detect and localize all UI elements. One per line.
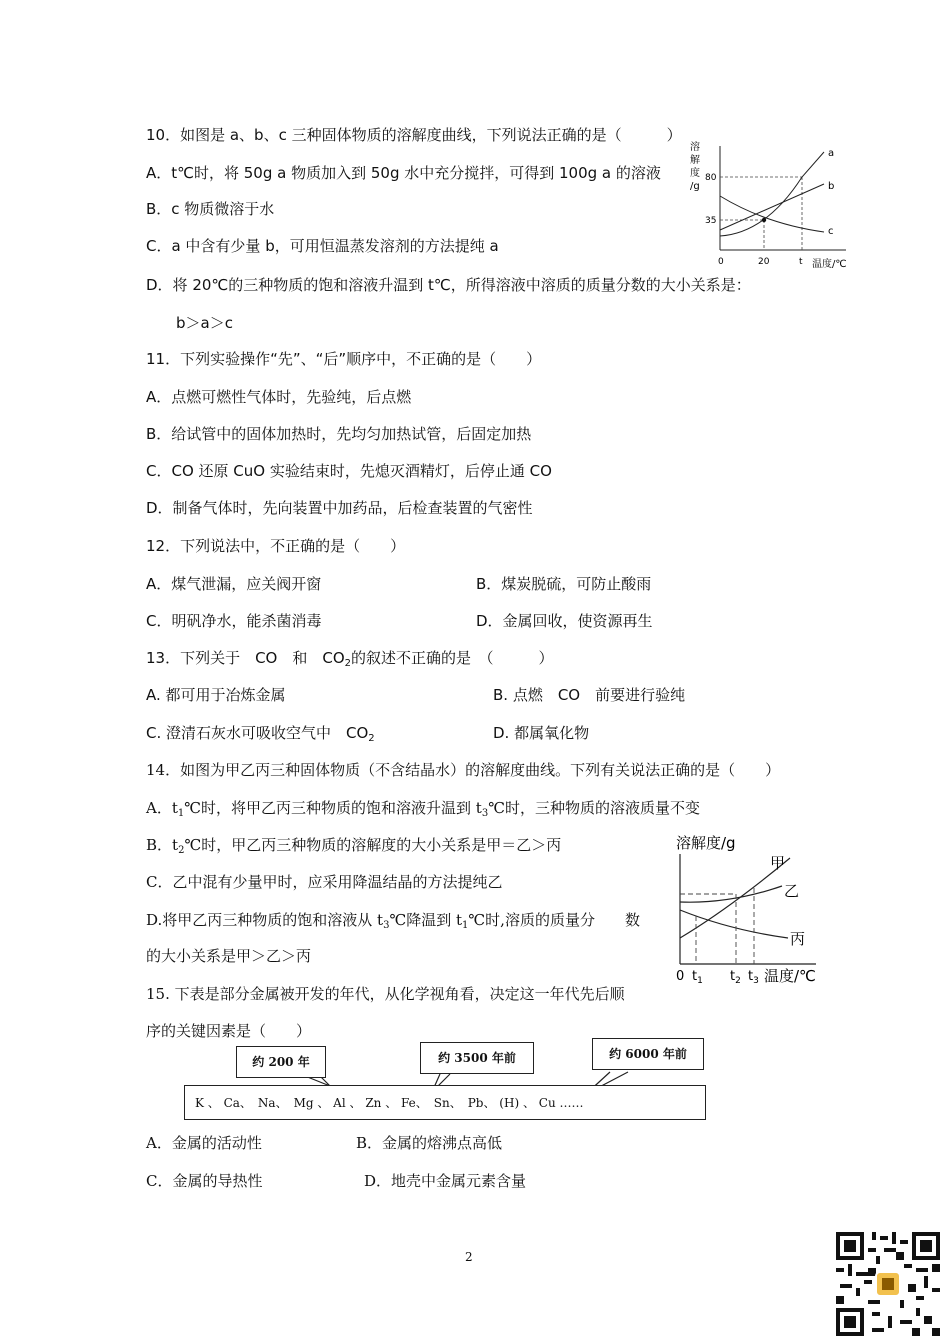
q10-stem: 10．如图是 a、b、c 三种固体物质的溶解度曲线，下列说法正确的是（ ）	[146, 126, 682, 144]
q15-metals-list: K 、 Ca、 Na、 Mg 、 Al 、 Zn 、 Fe、 Sn、 Pb、 (H) 、 Cu ……	[195, 1096, 584, 1110]
svg-text:20: 20	[758, 257, 770, 267]
q14-option-a: A．$t_1℃$时，将甲乙丙三种物质的饱和溶液升温到 $t_3℃$时，三种物质的溶液质量不变	[146, 799, 700, 819]
q14-option-d-cont: 的大小关系是甲＞乙＞丙	[146, 947, 312, 965]
q15-metals-box	[184, 1085, 706, 1120]
svg-text:80: 80	[705, 173, 717, 183]
q10-option-d-cont: b＞a＞c	[176, 314, 233, 332]
svg-text:温度/℃: 温度/℃	[764, 967, 816, 985]
q10-curve-c	[720, 196, 824, 232]
q12-option-a: A．煤气泄漏，应关阀开窗	[146, 575, 322, 593]
svg-text:c: c	[828, 226, 834, 237]
q13-option-b: B. 点燃 CO 前要进行验纯	[493, 686, 686, 704]
svg-text:a: a	[828, 148, 835, 159]
svg-text:t3: $t_3$	[748, 969, 759, 986]
q15-option-d: D．地壳中金属元素含量	[364, 1172, 527, 1190]
q11-option-d: D．制备气体时，先向装置中加药品，后检查装置的气密性	[146, 499, 533, 517]
q15-stem-cont: 序的关键因素是（ ）	[146, 1022, 312, 1040]
q11-option-b: B．给试管中的固体加热时，先均匀加热试管，后固定加热	[146, 425, 532, 443]
q11-option-c: C．CO 还原 CuO 实验结束时，先熄灭酒精灯，后停止通 CO	[146, 462, 552, 480]
svg-text:t2: $t_2$	[730, 969, 741, 986]
q15-callout-200: 约 200 年	[236, 1046, 326, 1078]
q14-stem: 14．如图为甲乙丙三种固体物质（不含结晶水）的溶解度曲线。下列有关说法正确的是（ ）	[146, 761, 781, 779]
q12-option-c: C．明矾净水，能杀菌消毒	[146, 612, 322, 630]
svg-text:0: 0	[676, 969, 685, 984]
q11-stem: 11．下列实验操作“先”、“后”顺序中，不正确的是（ ）	[146, 350, 542, 368]
q10-curve-b	[720, 184, 824, 230]
svg-text:温度/℃: 温度/℃	[812, 259, 847, 270]
q14-solubility-graph	[670, 830, 820, 990]
q14-option-c: C．乙中混有少量甲时，应采用降温结晶的方法提纯乙	[146, 873, 503, 891]
svg-text:t1: $t_1$	[692, 969, 703, 986]
q13-option-a: A. 都可用于冶炼金属	[146, 686, 286, 704]
page-number: 2	[465, 1250, 473, 1264]
q15-callout-6000: 约 6000 年前	[592, 1038, 704, 1070]
q13-option-c: C. 澄清石灰水可吸收空气中 $CO_2$	[146, 724, 375, 744]
q10-solubility-graph	[686, 138, 856, 273]
svg-text:t: t	[799, 257, 803, 267]
q10-graph-ylabel: 溶	[690, 142, 700, 153]
qr-code-icon	[836, 1232, 940, 1336]
svg-text:35: 35	[705, 216, 717, 226]
svg-text:解: 解	[690, 155, 700, 166]
q10-option-d: D．将 20℃的三种物质的饱和溶液升温到 t℃，所得溶液中溶质的质量分数的大小关系是：	[146, 276, 751, 294]
q10-option-a: A．t℃时，将 50g a 物质加入到 50g 水中充分搅拌，可得到 100g a 的溶液	[146, 164, 661, 182]
q15-option-a: A．金属的活动性	[146, 1134, 262, 1152]
svg-text:甲: 甲	[770, 854, 786, 872]
svg-text:/g: /g	[690, 181, 700, 192]
q12-option-b: B．煤炭脱硫，可防止酸雨	[476, 575, 652, 593]
q14-graph-ylabel: 溶解度/g	[676, 834, 736, 852]
q10-option-b: B．c 物质微溶于水	[146, 200, 275, 218]
q12-option-d: D．金属回收，使资源再生	[476, 612, 653, 630]
q15-option-b: B．金属的熔沸点高低	[356, 1134, 503, 1152]
q14-option-d: D.将甲乙丙三种物质的饱和溶液从 $t_3℃$降温到 $t_1℃$时,溶质的质量分 数	[146, 911, 640, 931]
q15-callout-3500: 约 3500 年前	[420, 1042, 534, 1074]
svg-text:度: 度	[690, 168, 700, 179]
q12-stem: 12．下列说法中，不正确的是（ ）	[146, 537, 406, 555]
svg-text:乙: 乙	[784, 882, 800, 900]
q15-stem: 15. 下表是部分金属被开发的年代，从化学视角看，决定这一年代先后顺	[146, 985, 625, 1003]
svg-text:丙: 丙	[790, 930, 806, 948]
svg-text:0: 0	[718, 257, 724, 267]
svg-text:b: b	[828, 181, 835, 192]
q10-option-c: C．a 中含有少量 b，可用恒温蒸发溶剂的方法提纯 a	[146, 237, 499, 255]
q13-option-d: D. 都属氧化物	[493, 724, 590, 742]
q15-option-c: C．金属的导热性	[146, 1172, 263, 1190]
q14-option-b: B．$t_2℃$时，甲乙丙三种物质的溶解度的大小关系是甲＝乙＞丙	[146, 836, 562, 856]
q13-stem: 13．下列关于 CO 和 $CO_2$的叙述不正确的是 （ ）	[146, 649, 554, 669]
q11-option-a: A．点燃可燃性气体时，先验纯，后点燃	[146, 388, 412, 406]
